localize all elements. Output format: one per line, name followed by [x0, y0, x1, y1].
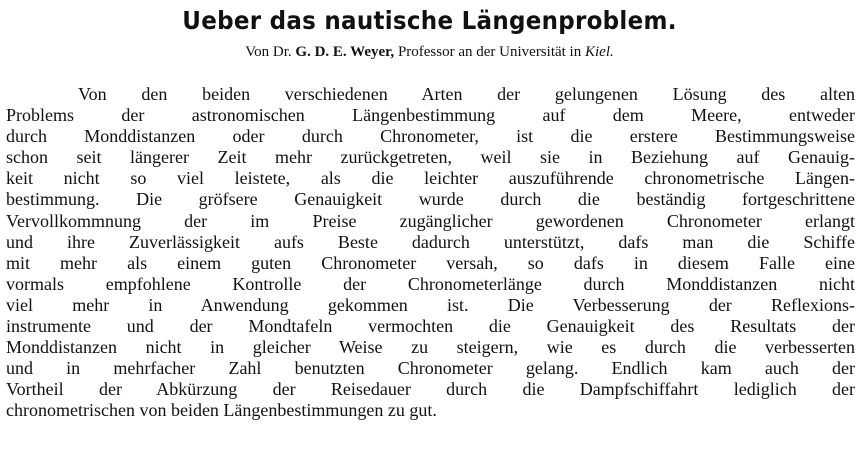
byline-prefix: Von Dr. — [245, 44, 292, 60]
paragraph-line: chronometrischen von beiden Längenbestimmungen zu gut. — [6, 400, 437, 421]
author-byline — [0, 44, 859, 61]
paragraph-line: viel mehr in Anwendung gekommen ist. Die Verbesserung der Reflexions- — [6, 294, 855, 315]
paragraph-line: mit mehr als einem guten Chronometer versah, so dafs in diesem Falle eine — [6, 252, 855, 273]
paragraph-line: und ihre Zuverlässigkeit aufs Beste dadurch unterstützt, dafs man die Schiffe — [6, 231, 855, 252]
author-role: Professor an der Universität in — [397, 44, 582, 60]
author-city: Kiel. — [584, 44, 614, 60]
paragraph-line: und in mehrfacher Zahl benutzten Chronometer gelang. Endlich kam auch der — [6, 358, 855, 379]
body-paragraph — [6, 84, 855, 422]
paragraph-line: durch Monddistanzen oder durch Chronometer, ist die erstere Bestimmungsweise — [6, 126, 855, 147]
author-name: G. D. E. Weyer, — [295, 44, 395, 60]
paragraph-line: instrumente und der Mondtafeln vermochten die Genauigkeit des Resultats der — [6, 316, 855, 337]
paragraph-line: bestimmung. Die gröfsere Genauigkeit wurde durch die beständig fortgeschrittene — [6, 189, 855, 210]
paragraph-line: Vortheil der Abkürzung der Reisedauer durch die Dampfschiffahrt lediglich der — [6, 379, 855, 400]
paragraph-line: Problems der astronomischen Längenbestimmung auf dem Meere, entweder — [6, 105, 855, 126]
paragraph-line: keit nicht so viel leistete, als die leichter auszuführende chronometrische Längen- — [6, 168, 855, 189]
article-title: Ueber das nautische Längenproblem. — [182, 6, 677, 35]
paragraph-line: Vervollkommnung der im Preise zugänglicher gewordenen Chronometer erlangt — [6, 210, 855, 231]
paragraph-line: schon seit längerer Zeit mehr zurückgetreten, weil sie in Beziehung auf Genauig- — [6, 147, 855, 168]
paragraph-line: Monddistanzen nicht in gleicher Weise zu steigern, wie es durch die verbesserten — [6, 337, 855, 358]
paragraph-line: vormals empfohlene Kontrolle der Chronometerlänge durch Monddistanzen nicht — [6, 273, 855, 294]
paragraph-line: Von den beiden verschiedenen Arten der gelungenen Lösung des alten — [78, 84, 855, 104]
